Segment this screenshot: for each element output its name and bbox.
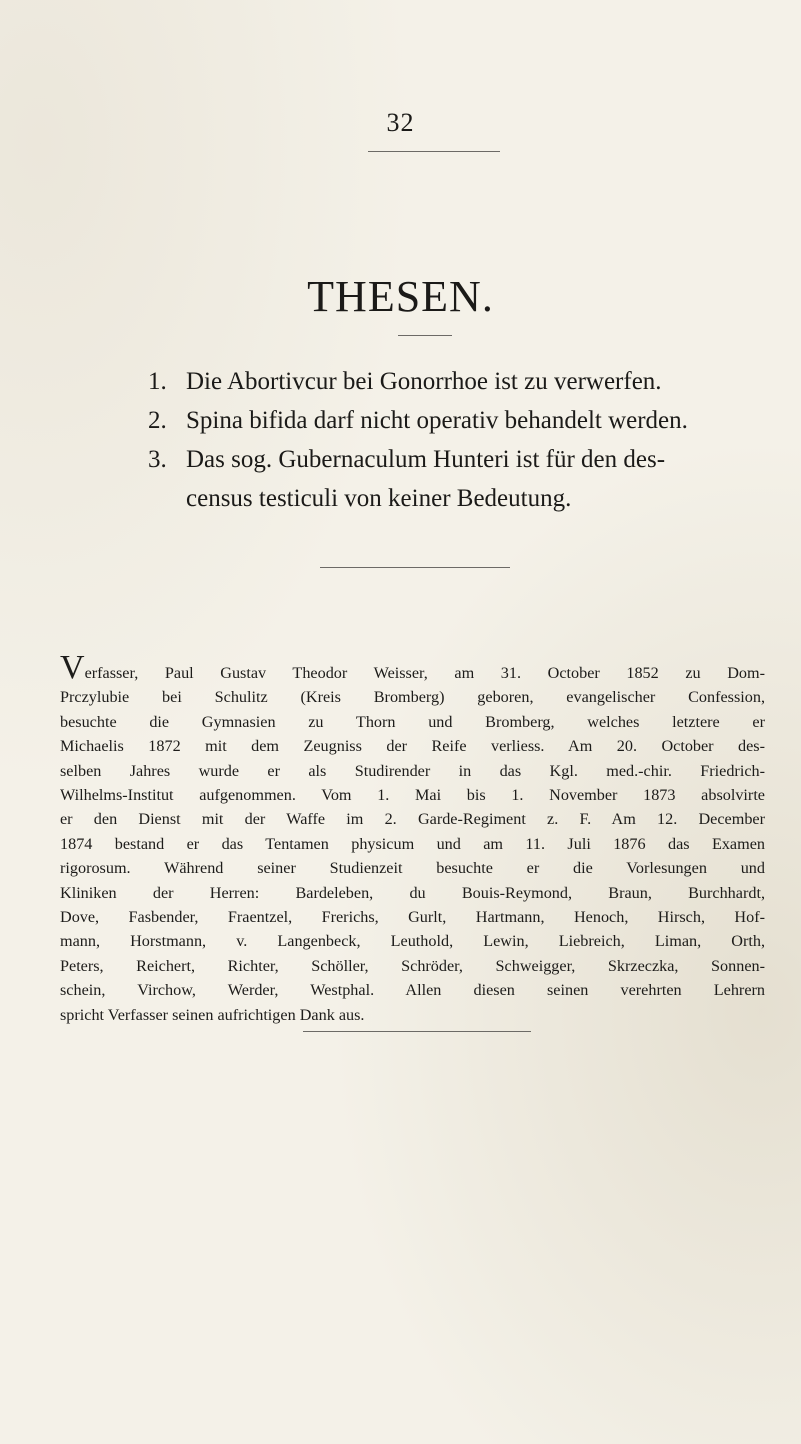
vita-line bbox=[60, 649, 765, 686]
vita-paragraph bbox=[60, 649, 765, 1027]
thesis-line: Spina bifida darf nicht operativ behandelt werden. bbox=[186, 407, 688, 434]
vita-line: Wilhelms-Institut aufgenommen. Vom 1. Mai bis 1. November 1873 absolvirte bbox=[60, 786, 765, 805]
page-title: THESEN. bbox=[307, 272, 494, 321]
title-rule bbox=[398, 335, 452, 336]
vita-line: selben Jahres wurde er als Studirender in das Kgl. med.-chir. Friedrich- bbox=[60, 761, 765, 780]
vita-line: Peters, Reichert, Richter, Schöller, Schröder, Schweigger, Skrzeczka, Sonnen- bbox=[60, 956, 765, 975]
header-rule bbox=[368, 151, 500, 152]
vita-line: besuchte die Gymnasien zu Thorn und Bromberg, welches letztere er bbox=[60, 712, 765, 731]
thesis-item bbox=[148, 401, 768, 440]
vita-line: mann, Horstmann, v. Langenbeck, Leuthold, Lewin, Liebreich, Liman, Orth, bbox=[60, 932, 765, 951]
vita-line: spricht Verfasser seinen aufrichtigen Dank aus. bbox=[60, 1005, 365, 1024]
section-separator bbox=[320, 567, 510, 568]
vita-line: 1874 bestand er das Tentamen physicum und am 11. Juli 1876 das Examen bbox=[60, 834, 765, 853]
closing-rule bbox=[303, 1031, 531, 1032]
vita-line: Kliniken der Herren: Bardeleben, du Bouis-Reymond, Braun, Burchhardt, bbox=[60, 883, 765, 902]
thesis-text bbox=[186, 401, 768, 440]
drop-initial: V bbox=[60, 649, 85, 686]
theses-list bbox=[148, 362, 768, 518]
vita-line: Prczylubie bei Schulitz (Kreis Bromberg) geboren, evangelischer Confession, bbox=[60, 688, 765, 707]
thesis-number: 2. bbox=[148, 407, 167, 434]
thesis-line: census testiculi von keiner Bedeutung. bbox=[186, 485, 572, 512]
vita-line: Michaelis 1872 mit dem Zeugniss der Reife verliess. Am 20. October des- bbox=[60, 737, 765, 756]
vita-line: rigorosum. Während seiner Studienzeit besuchte er die Vorlesungen und bbox=[60, 859, 765, 878]
thesis-item bbox=[148, 362, 768, 401]
thesis-line: Das sog. Gubernaculum Hunteri ist für den des- bbox=[186, 446, 666, 473]
page-number: 32 bbox=[386, 108, 415, 137]
thesis-text bbox=[186, 440, 768, 518]
vita-line: Dove, Fasbender, Fraentzel, Frerichs, Gurlt, Hartmann, Henoch, Hirsch, Hof- bbox=[60, 908, 765, 927]
vita-line: er den Dienst mit der Waffe im 2. Garde-Regiment z. F. Am 12. December bbox=[60, 810, 765, 829]
vita-line: schein, Virchow, Werder, Westphal. Allen diesen seinen verehrten Lehrern bbox=[60, 981, 765, 1000]
thesis-number: 3. bbox=[148, 446, 167, 473]
thesis-line: Die Abortivcur bei Gonorrhoe ist zu verwerfen. bbox=[186, 368, 662, 395]
vita-line-text: erfasser, Paul Gustav Theodor Weisser, am 31. October 1852 zu Dom- bbox=[84, 664, 765, 682]
thesis-item bbox=[148, 440, 768, 518]
thesis-text bbox=[186, 362, 768, 401]
thesis-number: 1. bbox=[148, 368, 167, 395]
